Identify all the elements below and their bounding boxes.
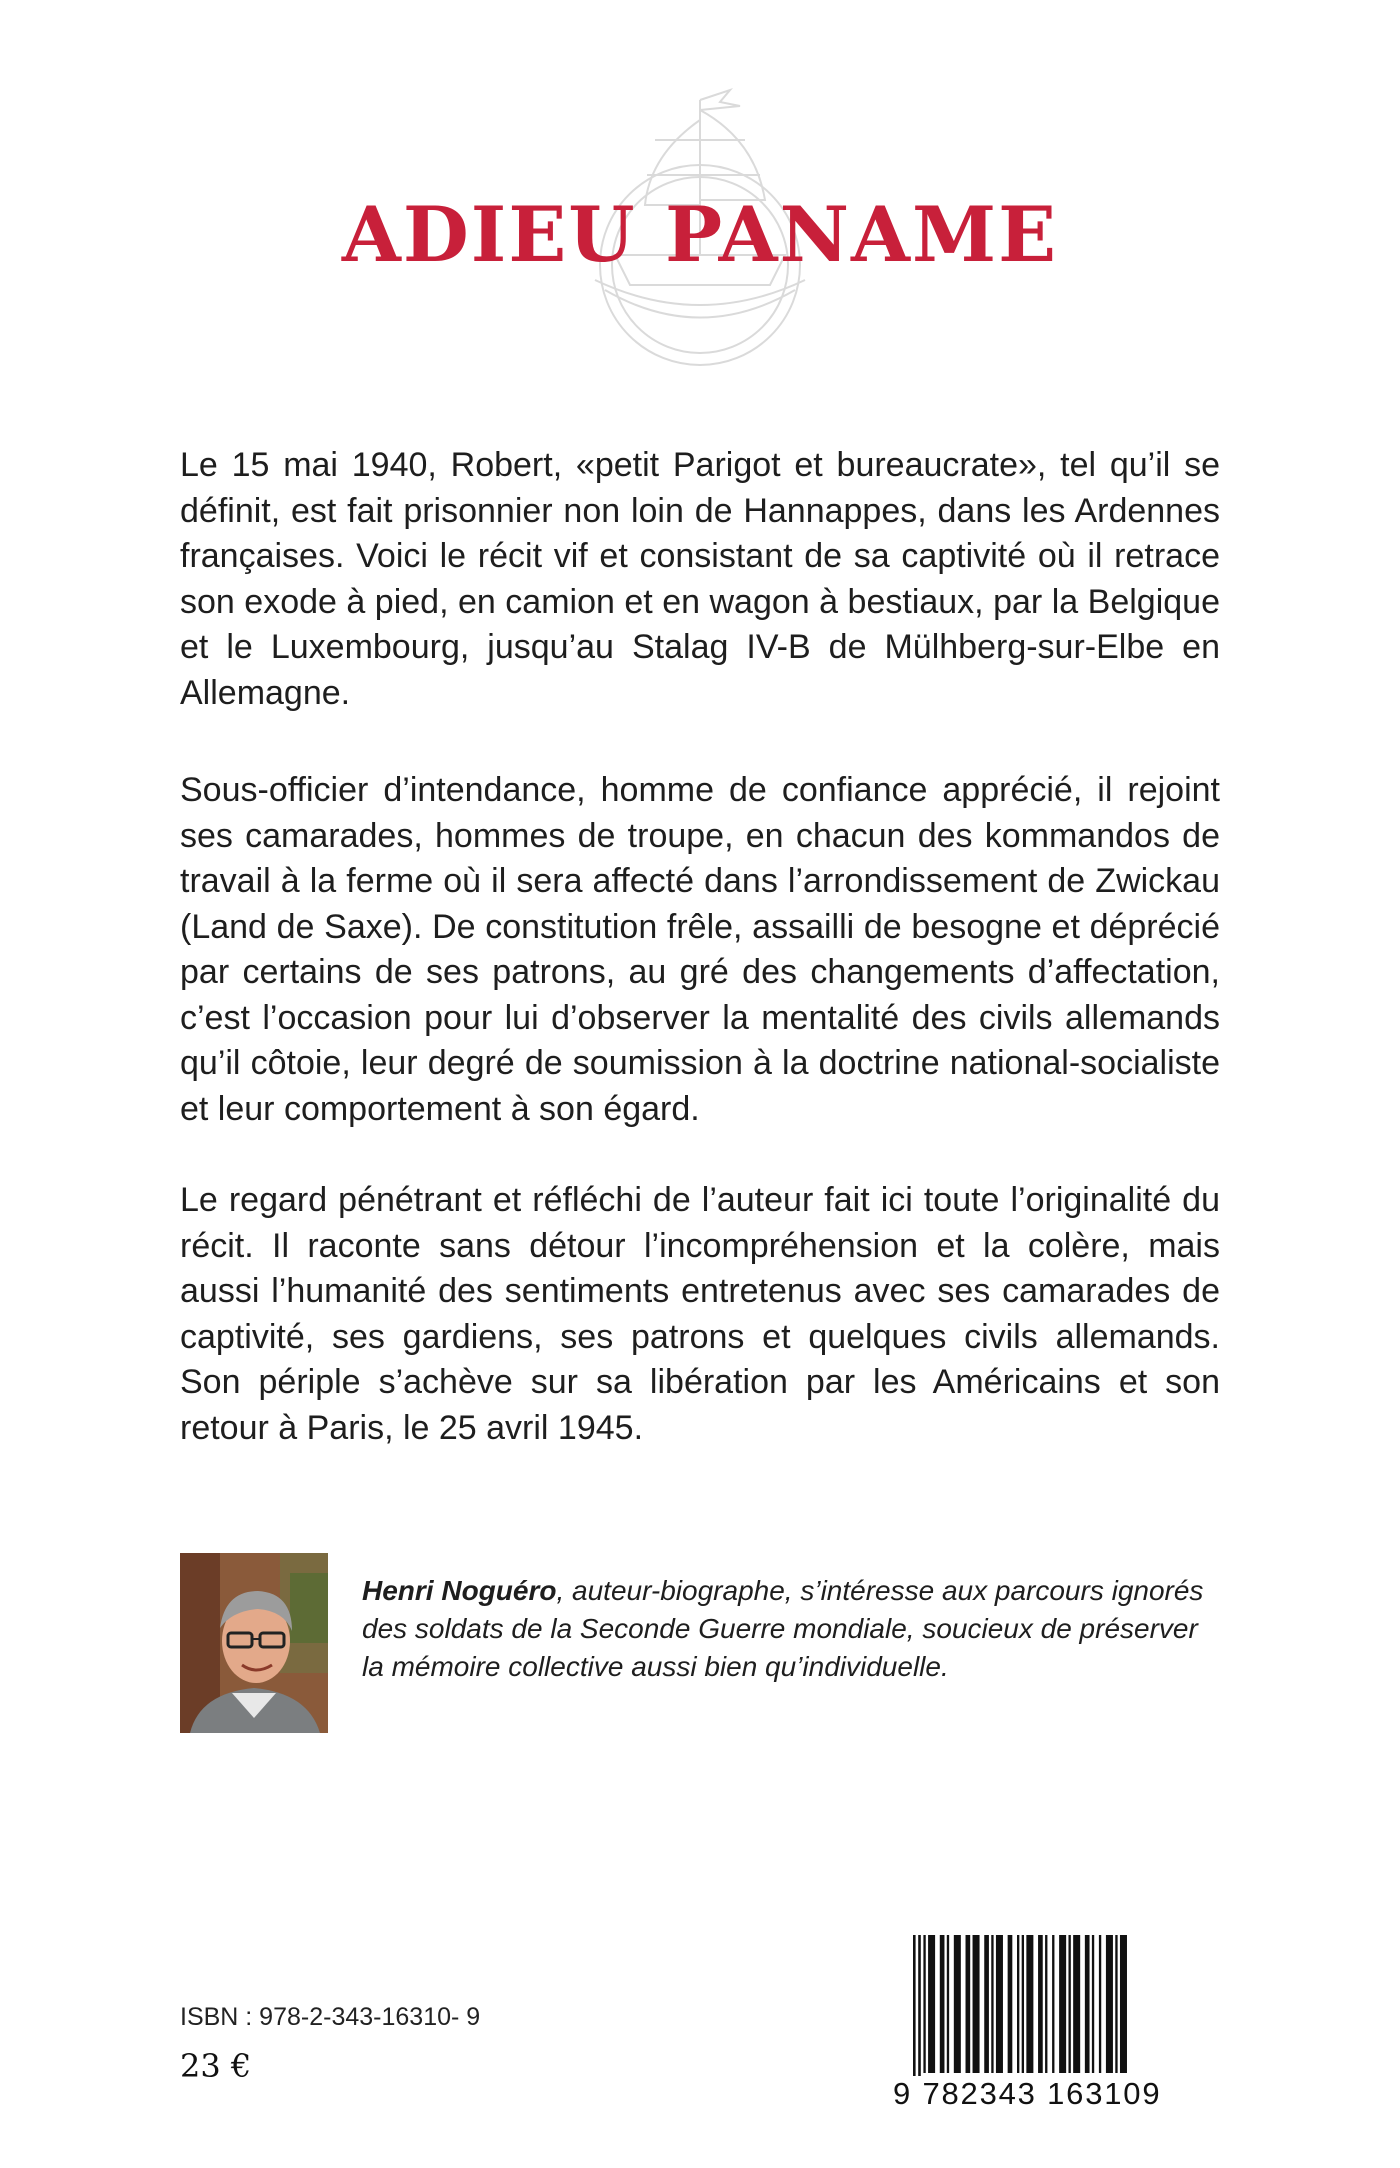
barcode-bar bbox=[1099, 1935, 1101, 2073]
barcode-bar bbox=[1073, 1935, 1080, 2073]
price: 23 € bbox=[180, 2047, 252, 2085]
summary-text: Le regard pénétrant et réfléchi de l’auteur fait ici toute l’originalité du récit. Il raconte sans détour l’incompréhension et la colère, mais aussi l’humanité des sentiments entretenus avec ses camarades de captivité, ses gardiens, ses patrons et quelques civils allemands. Son périple s’achève sur sa libération par les Américains et son retour à Paris, le 25 avril 1945. bbox=[180, 1181, 1220, 1447]
barcode-bar bbox=[1026, 1935, 1033, 2073]
barcode-bar bbox=[940, 1935, 945, 2073]
barcode-bar bbox=[1017, 1935, 1019, 2073]
book-title: ADIEU PANAME bbox=[341, 190, 1059, 279]
barcode bbox=[893, 1935, 1180, 2110]
author-photo bbox=[180, 1553, 328, 1733]
barcode-bar bbox=[928, 1935, 935, 2073]
barcode-bar bbox=[1059, 1935, 1066, 2073]
barcode-bar bbox=[913, 1935, 916, 2085]
barcode-bar bbox=[1085, 1935, 1090, 2073]
barcode-bar bbox=[996, 1935, 1003, 2073]
summary-text: Le 15 mai 1940, Robert, «petit Parigot et bureaucrate», tel qu’il se définit, est fait prisonnier non loin de Hannappes, dans les Ardennes françaises. Voici le récit vif et consistant de sa captivité où il retrace son exode à pied, en camion et en wagon à bestiaux, par la Belgique et le Luxembourg, jusqu’au Stalag IV-B de Mülhberg-sur-Elbe en Allemagne. bbox=[180, 446, 1220, 712]
isbn: ISBN : 978-2-343-16310- 9 bbox=[180, 2003, 481, 2031]
barcode-bar bbox=[1120, 1935, 1127, 2073]
barcode-bar bbox=[923, 1935, 925, 2073]
barcode-bar bbox=[1008, 1935, 1013, 2073]
barcode-bar bbox=[954, 1935, 961, 2073]
author-name: Henri Noguéro bbox=[362, 1575, 557, 1606]
barcode-bar bbox=[984, 1935, 989, 2073]
barcode-bar bbox=[973, 1935, 980, 2073]
summary-text: Sous-officier d’intendance, homme de confiance apprécié, il rejoint ses camarades, hommes de troupe, en chacun des kommandos de travail à la ferme où il sera affecté dans l’arrondissement de Zwickau (Land de Saxe). De constitution frêle, assailli de besogne et déprécié par certains de ses patrons, au gré des changements d’affectation, c’est l’occasion pour lui d’observer la mentalité des civils allemands qu’il côtoie, leur degré de soumission à la doctrine national-socialiste et leur comportement à son égard. bbox=[180, 771, 1220, 1128]
summary-paragraph-2 bbox=[180, 768, 1220, 1132]
barcode-digits: 9 782343 163109 bbox=[893, 2076, 1180, 2112]
barcode-bar bbox=[1068, 1935, 1070, 2073]
barcode-bar bbox=[947, 1935, 949, 2073]
barcode-bar bbox=[966, 1935, 971, 2073]
barcode-bar bbox=[1022, 1935, 1024, 2073]
summary-paragraph-3 bbox=[180, 1178, 1220, 1451]
barcode-bar bbox=[1092, 1935, 1094, 2073]
author-bio-text: , auteur-biographe, s’intéresse aux parcours ignorés des soldats de la Seconde Guerre mondiale, soucieux de préserver la mémoire collective aussi bien qu’individuelle. bbox=[362, 1575, 1204, 1682]
barcode-bar bbox=[1045, 1935, 1047, 2073]
barcode-bar bbox=[1038, 1935, 1043, 2073]
barcode-bars bbox=[893, 1935, 1180, 2085]
author-bio bbox=[362, 1572, 1222, 1686]
barcode-bar bbox=[1052, 1935, 1054, 2073]
barcode-bar bbox=[1115, 1935, 1117, 2073]
barcode-bar bbox=[991, 1935, 993, 2073]
summary-paragraph-1 bbox=[180, 443, 1220, 716]
barcode-bar bbox=[1106, 1935, 1113, 2073]
barcode-bar bbox=[918, 1935, 921, 2085]
